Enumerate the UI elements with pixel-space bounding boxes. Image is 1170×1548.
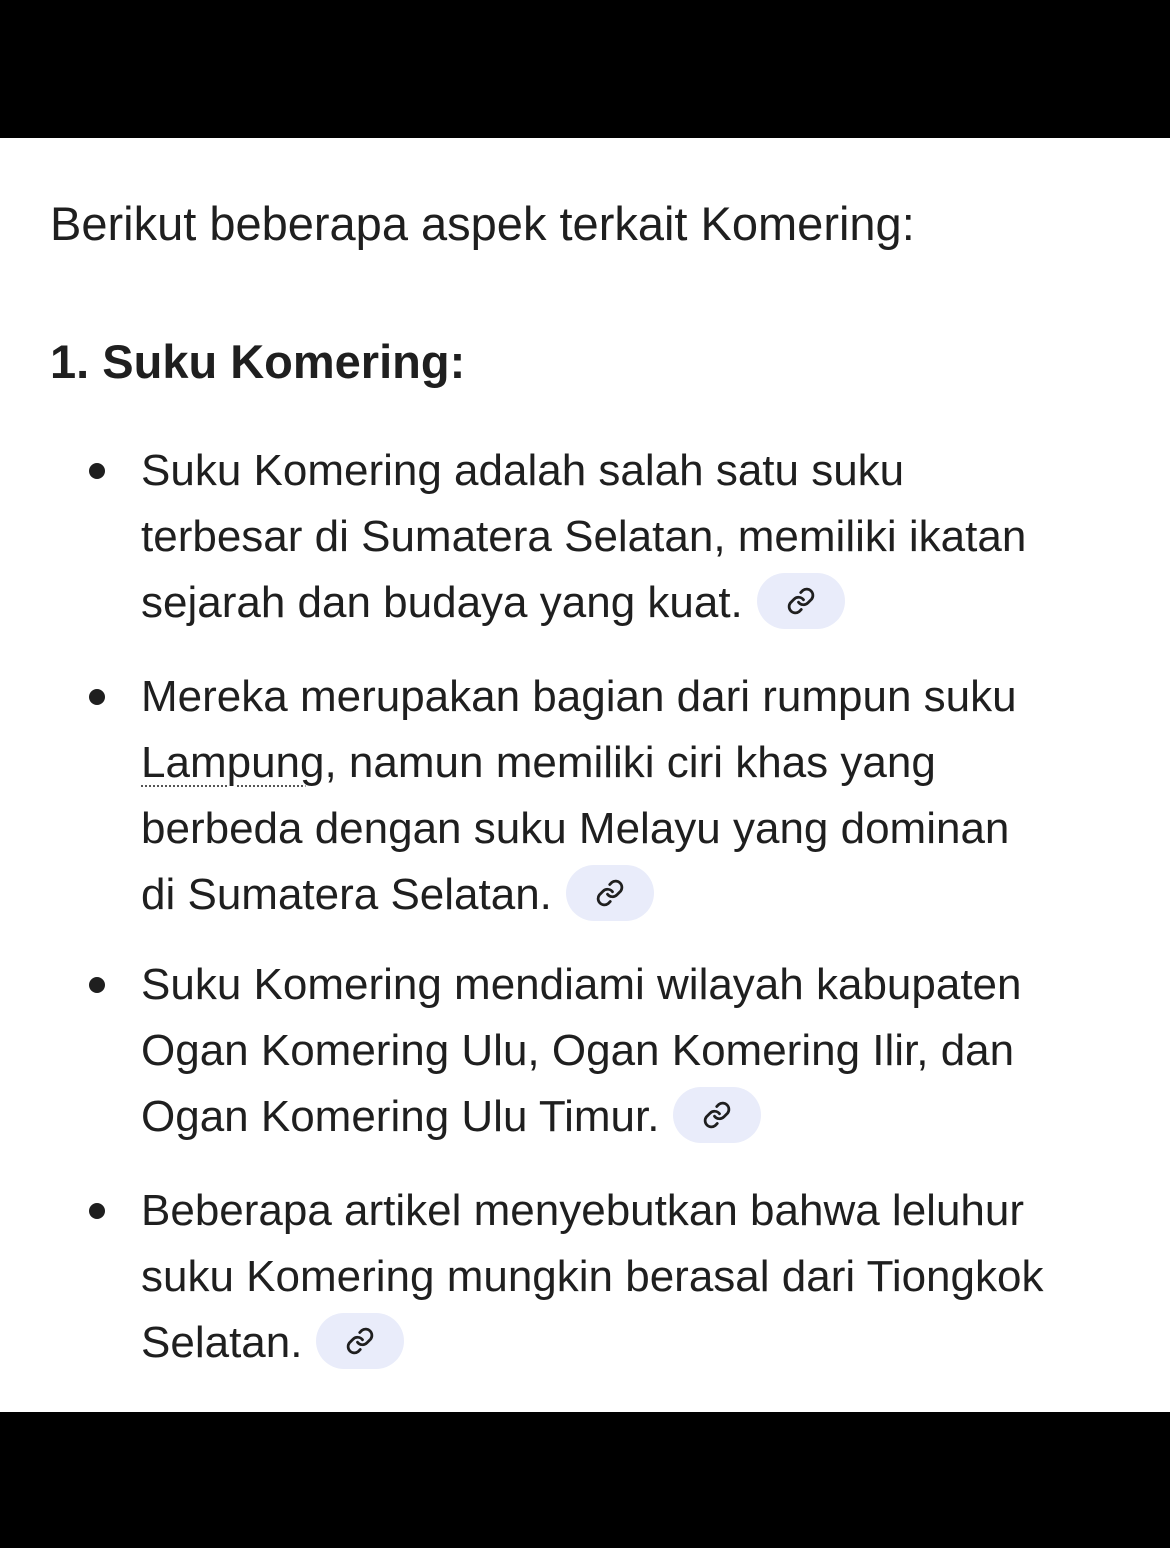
glossary-term-lampung[interactable]: Lampung bbox=[141, 738, 325, 787]
bullet-text bbox=[141, 1178, 1131, 1376]
link-icon bbox=[345, 1326, 375, 1356]
source-link-button[interactable] bbox=[316, 1313, 404, 1369]
bottom-letterbox bbox=[0, 1412, 1170, 1548]
text-line: sejarah dan budaya yang kuat. bbox=[141, 570, 1131, 636]
link-icon bbox=[595, 878, 625, 908]
section-heading: 1. Suku Komering: bbox=[50, 335, 466, 388]
intro-text: Berikut beberapa aspek terkait Komering: bbox=[50, 197, 915, 250]
text-line: Suku Komering adalah salah satu suku bbox=[141, 446, 905, 495]
text-line: Mereka merupakan bagian dari rumpun suku bbox=[141, 672, 1017, 721]
text-line: Selatan. bbox=[141, 1310, 1131, 1376]
bullet-text bbox=[141, 664, 1131, 928]
text-line: Suku Komering mendiami wilayah kabupaten bbox=[141, 960, 1022, 1009]
bullet-dot bbox=[89, 689, 105, 705]
text-line: Ogan Komering Ulu, Ogan Komering Ilir, dan bbox=[141, 1026, 1015, 1075]
text-line: Lampung, namun memiliki ciri khas yang bbox=[141, 738, 936, 787]
source-link-button[interactable] bbox=[673, 1087, 761, 1143]
bullet-dot bbox=[89, 463, 105, 479]
bullet-text bbox=[141, 952, 1131, 1150]
text-line: berbeda dengan suku Melayu yang dominan bbox=[141, 804, 1010, 853]
text-line: di Sumatera Selatan. bbox=[141, 862, 1131, 928]
text-line: suku Komering mungkin berasal dari Tiongkok bbox=[141, 1252, 1044, 1301]
text-line: terbesar di Sumatera Selatan, memiliki ikatan bbox=[141, 512, 1027, 561]
text-line: Ogan Komering Ulu Timur. bbox=[141, 1084, 1131, 1150]
link-icon bbox=[786, 586, 816, 616]
source-link-button[interactable] bbox=[566, 865, 654, 921]
bullet-dot bbox=[89, 977, 105, 993]
source-link-button[interactable] bbox=[757, 573, 845, 629]
top-letterbox bbox=[0, 0, 1170, 138]
bullet-text bbox=[141, 438, 1131, 636]
bullet-dot bbox=[89, 1203, 105, 1219]
response-content bbox=[0, 138, 1170, 1412]
link-icon bbox=[702, 1100, 732, 1130]
text-line: Beberapa artikel menyebutkan bahwa leluhur bbox=[141, 1186, 1025, 1235]
